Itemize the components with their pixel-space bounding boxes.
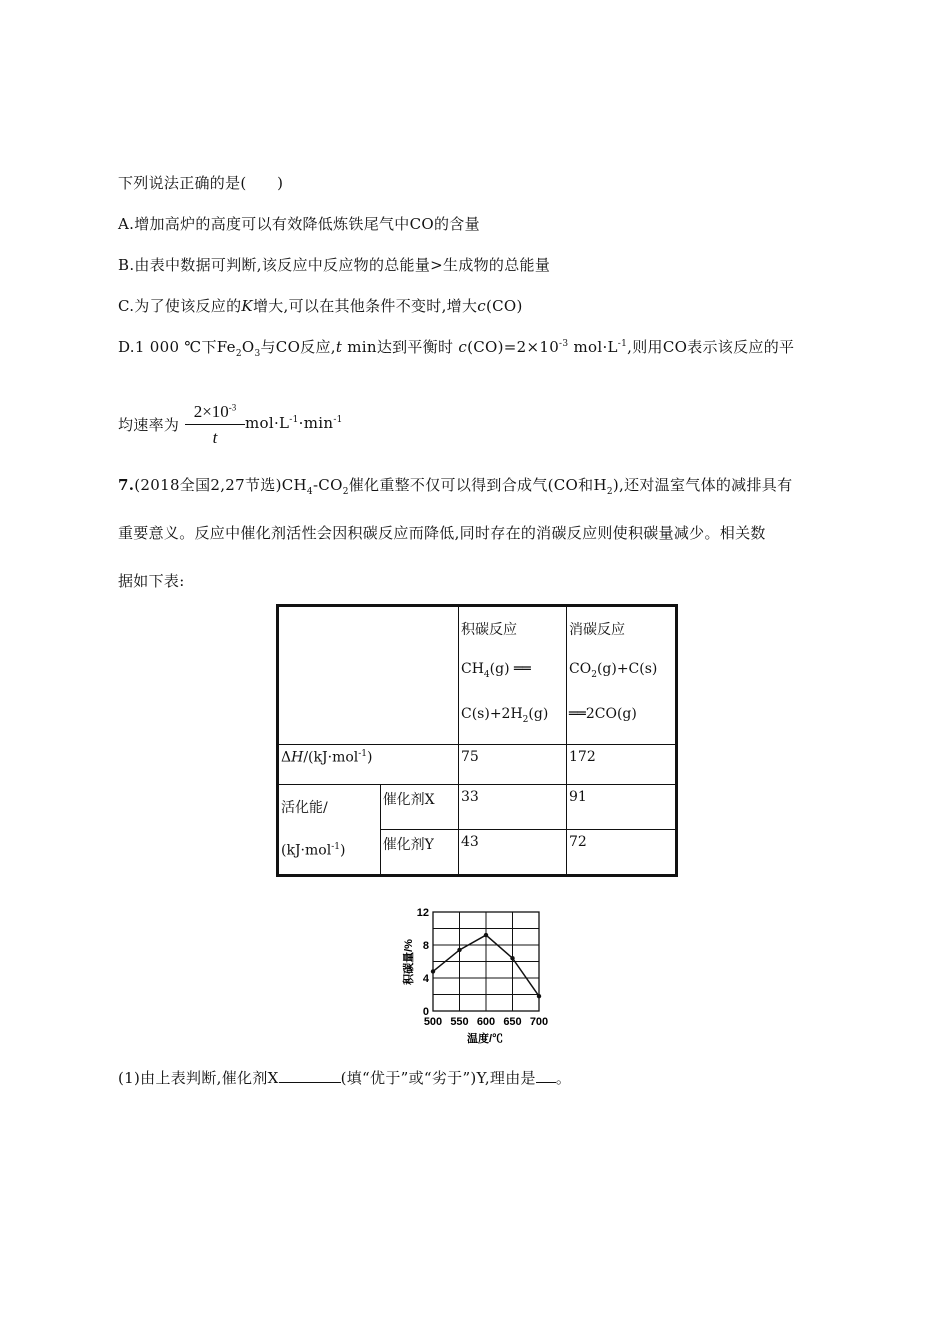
cell-y-1: 43 xyxy=(459,830,567,876)
row-label-activation-energy: 活化能/ (kJ·mol$^{-1}$) xyxy=(278,784,381,876)
data-point xyxy=(537,994,541,998)
carbon-deposition-chart xyxy=(395,900,555,1050)
question-stem: 下列说法正确的是( ) xyxy=(118,174,284,192)
fraction-numerator: $2\times 10^{-3}$ xyxy=(185,402,245,425)
rate-fraction xyxy=(185,402,245,448)
row-label-catalyst-x: 催化剂X xyxy=(380,784,458,830)
option-b: B.由表中数据可判断,该反应中反应物的总能量>生成物的总能量 xyxy=(118,256,551,274)
chart-grid xyxy=(433,912,539,1011)
cell-y-2: 72 xyxy=(567,830,677,876)
col-header-carbon-deposition: 积碳反应 $CH_4(g)$ ══ $C(s)+2H_2(g)$ xyxy=(459,606,567,745)
option-d-line2: 均速率为 xyxy=(118,416,180,434)
x-tick-label: 600 xyxy=(476,1016,496,1028)
x-tick-label: 500 xyxy=(423,1016,443,1028)
row-label-enthalpy: ΔH/(kJ·mol$^{-1}$) xyxy=(278,744,459,784)
data-point xyxy=(457,948,461,952)
answer-blank-2[interactable] xyxy=(536,1068,556,1083)
q7-line2: 重要意义。反应中催化剂活性会因积碳反应而降低,同时存在的消碳反应则使积碳量减少。相关数 xyxy=(118,524,766,542)
cell-dh-1: 75 xyxy=(459,744,567,784)
sub-question-1: (1)由上表判断,催化剂X (填“优于”或“劣于”)Y,理由是 。 xyxy=(118,1069,572,1087)
q7-line3: 据如下表: xyxy=(118,572,185,590)
table-corner-cell xyxy=(278,606,459,745)
y-tick-label: 0 xyxy=(422,1006,429,1018)
x-tick-label: 650 xyxy=(503,1016,522,1028)
data-point xyxy=(510,956,514,960)
y-tick-label: 4 xyxy=(422,973,429,985)
reaction-data-table xyxy=(276,604,678,877)
x-tick-label: 550 xyxy=(450,1016,469,1028)
cell-dh-2: 172 xyxy=(567,744,677,784)
q7-line1: 7.(2018全国2,27节选)$CH_4-CO_2$催化重整不仅可以得到合成气(CO和$H_2$),还对温室气体的减排具有 xyxy=(118,476,793,497)
cell-x-1: 33 xyxy=(459,784,567,830)
answer-blank-1[interactable] xyxy=(279,1068,341,1083)
row-label-catalyst-y: 催化剂Y xyxy=(380,830,458,876)
y-tick-labels xyxy=(417,907,430,1018)
data-point xyxy=(484,933,488,937)
x-tick-labels xyxy=(424,1016,548,1028)
option-a: A.增加高炉的高度可以有效降低炼铁尾气中CO的含量 xyxy=(118,215,480,233)
y-tick-label: 8 xyxy=(422,940,429,952)
y-axis-label: 积碳量/% xyxy=(403,939,415,985)
option-c: C.为了使该反应的K增大,可以在其他条件不变时,增大c(CO) xyxy=(118,297,523,315)
option-d: D.1 000 ℃下$Fe_2O_3$与CO反应,t min达到平衡时 $c(CO)=2\times 10^{-3}$ $mol\cdot L^{-1}$,则用CO表示该反应的平 xyxy=(118,338,795,359)
fraction-denominator: t xyxy=(212,428,218,447)
col-header-carbon-elimination: 消碳反应 $CO_2(g)+C(s)$ ══2CO(g) xyxy=(567,606,677,745)
equilibrium-sign-2: ══ xyxy=(569,705,586,722)
rate-unit: $mol\cdot L^{-1}\cdot\min^{-1}$ xyxy=(245,414,343,432)
data-point xyxy=(431,969,435,973)
x-axis-label: 温度/℃ xyxy=(466,1033,504,1045)
cell-x-2: 91 xyxy=(567,784,677,830)
equilibrium-sign-1: ══ xyxy=(514,661,531,677)
y-tick-label: 12 xyxy=(416,907,429,919)
x-tick-label: 700 xyxy=(529,1016,549,1028)
